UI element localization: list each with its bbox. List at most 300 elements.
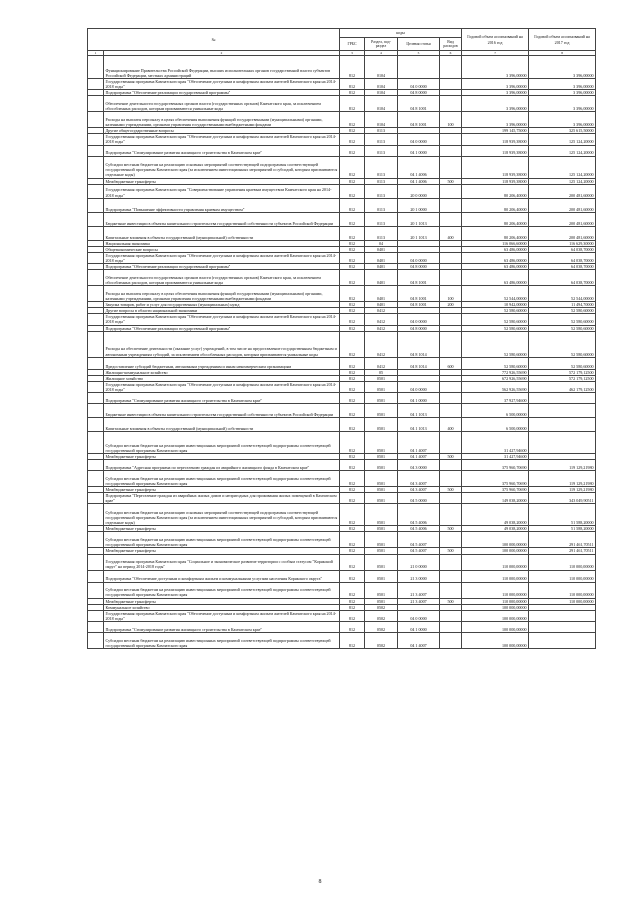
- row-grbs: 812: [340, 145, 365, 156]
- row-target: 04 1 4006: [398, 178, 440, 184]
- table-row: [88, 392, 596, 403]
- row-section: 0501: [365, 471, 398, 487]
- row-grbs: 812: [340, 493, 365, 504]
- row-grbs: 812: [340, 308, 365, 314]
- row-name: Государственная программа Камчатского края "Социальное и экономическое развитие территории с особым статусом "Корякский округ" на период 2014-2018 годы": [104, 554, 340, 570]
- row-type: 400: [440, 226, 462, 240]
- row-target: 04 0 0000: [398, 252, 440, 263]
- row-section: 0501: [365, 570, 398, 582]
- row-value-2016: 49 038,20000: [462, 526, 529, 532]
- row-name: Подпрограмма "Адресная программа по переселению граждан из аварийного жилищного фонда в Камчатском крае": [104, 460, 340, 471]
- row-name: Подпрограмма "Стимулирование развития жилищного строительства в Камчатском крае": [104, 392, 340, 403]
- table-row: [88, 570, 596, 582]
- row-section: 0401: [365, 286, 398, 302]
- row-target: 21 3 4007: [398, 582, 440, 598]
- row-grbs: 812: [340, 598, 365, 604]
- row-name: Межбюджетные трансферты: [104, 526, 340, 532]
- row-grbs: 812: [340, 184, 365, 198]
- row-name: Коммунальное хозяйство: [104, 604, 340, 610]
- row-type: [440, 570, 462, 582]
- row-name: Субсидии местным бюджетам на реализацию основных мероприятий соответствующей подпрограммы соответствующей государственной программы Камчатского края (за исключением инвестиционных мероприятий и субсидий, которым присваиваются отдельные коды): [104, 504, 340, 526]
- row-value-2016: 6 500,00000: [462, 417, 529, 431]
- row-value-2016: 80 206,40000: [462, 198, 529, 212]
- row-type: 200: [440, 302, 462, 308]
- row-section: 0501: [365, 487, 398, 493]
- row-number: [88, 134, 104, 145]
- table-row: [88, 582, 596, 598]
- row-type: [440, 381, 462, 392]
- row-grbs: 812: [340, 604, 365, 610]
- row-target: 20 1 1013: [398, 212, 440, 226]
- row-name: Капитальные вложения в объекты государственной (муниципальной) собственности: [104, 226, 340, 240]
- row-grbs: 812: [340, 621, 365, 632]
- row-grbs: 812: [340, 128, 365, 134]
- row-section: 0104: [365, 90, 398, 96]
- row-name: Субсидии местным бюджетам на реализацию инвестиционных мероприятий соответствующей подпрограммы соответствующей государственной программы Камчатского края: [104, 471, 340, 487]
- row-value-2017: 291 461,70511: [529, 548, 596, 554]
- row-value-2017: 52 580,60000: [529, 325, 596, 331]
- row-target: 04 5 4006: [398, 504, 440, 526]
- row-name: Межбюджетные трансферты: [104, 178, 340, 184]
- row-name: Государственная программа Камчатского края "Обеспечение доступным и комфортным жильем жителей Камчатского края на 2014-2018 годы": [104, 134, 340, 145]
- row-type: [440, 632, 462, 648]
- row-type: [440, 392, 462, 403]
- row-target: [398, 56, 440, 79]
- row-target: 04 8 0000: [398, 325, 440, 331]
- row-value-2016: 118 939,38000: [462, 145, 529, 156]
- row-name: Государственная программа Камчатского края "Обеспечение доступным и комфортным жильем жителей Камчатского края на 2014-2018 годы": [104, 610, 340, 621]
- row-value-2016: 375 960,70690: [462, 460, 529, 471]
- header-num: №: [88, 29, 340, 51]
- row-target: 21 0 0000: [398, 554, 440, 570]
- header-codes: коды: [340, 29, 462, 38]
- row-value-2017: 64 038,70000: [529, 264, 596, 270]
- row-value-2016: 110 000,00000: [462, 598, 529, 604]
- row-value-2017: 52 580,60000: [529, 308, 596, 314]
- row-grbs: 812: [340, 369, 365, 375]
- row-name: Подпрограмма "Повышение эффективности управления краевым имуществом": [104, 198, 340, 212]
- row-grbs: 812: [340, 79, 365, 90]
- row-name: Межбюджетные трансферты: [104, 487, 340, 493]
- header-grbs: ГРБС: [340, 38, 365, 51]
- row-grbs: 812: [340, 226, 365, 240]
- table-row: [88, 96, 596, 112]
- row-value-2016: 80 206,40000: [462, 184, 529, 198]
- row-section: 0501: [365, 453, 398, 459]
- table-row: [88, 226, 596, 240]
- row-value-2017: 64 038,70000: [529, 246, 596, 252]
- row-section: 0401: [365, 302, 398, 308]
- row-value-2017: 116 629,30000: [529, 240, 596, 246]
- row-name: Подпрограмма "Обеспечение реализации государственной программы": [104, 90, 340, 96]
- row-section: 0113: [365, 156, 398, 178]
- row-name: Обеспечение деятельности государственных органов власти (государственных органов) Камчатского края, за исключением обособленных расходов, которым присваиваются уникальные коды: [104, 96, 340, 112]
- row-type: [440, 314, 462, 325]
- row-value-2017: 64 038,70000: [529, 270, 596, 286]
- row-number: [88, 610, 104, 621]
- row-section: 0104: [365, 96, 398, 112]
- row-value-2016: 52 580,60000: [462, 331, 529, 357]
- row-section: 0501: [365, 493, 398, 504]
- row-number: [88, 212, 104, 226]
- row-value-2017: 125 124,20000: [529, 134, 596, 145]
- row-section: 0502: [365, 621, 398, 632]
- row-value-2017: 125 124,20000: [529, 145, 596, 156]
- row-value-2016: 375 960,70690: [462, 471, 529, 487]
- row-grbs: 812: [340, 198, 365, 212]
- row-value-2017: 64 038,70000: [529, 252, 596, 263]
- row-number: [88, 96, 104, 112]
- table-row: [88, 357, 596, 369]
- row-value-2016: 63 486,00000: [462, 246, 529, 252]
- table-row: [88, 493, 596, 504]
- row-target: 04 1 4006: [398, 156, 440, 178]
- row-name: Расходы на выплаты персоналу в целях обеспечения выполнения функций государственными (муниципальными) органами, казенными учреждениями, органами управления государственными внебюджетными фондами: [104, 112, 340, 128]
- table-body: [88, 56, 596, 649]
- row-target: 04 8 0000: [398, 264, 440, 270]
- row-target: 04 8 1001: [398, 112, 440, 128]
- row-name: Подпрограмма "Стимулирование развития жилищного строительства в Камчатском крае": [104, 145, 340, 156]
- row-name: Субсидии местным бюджетам на реализацию инвестиционных мероприятий соответствующей подпрограммы соответствующей государственной программы Камчатского края: [104, 582, 340, 598]
- row-section: 0502: [365, 604, 398, 610]
- row-type: 500: [440, 178, 462, 184]
- row-number: [88, 198, 104, 212]
- row-name: Жилищное хозяйство: [104, 375, 340, 381]
- row-grbs: 812: [340, 610, 365, 621]
- row-name: Подпрограмма "Обеспечение реализации государственной программы": [104, 325, 340, 331]
- row-target: 04 0 0000: [398, 610, 440, 621]
- table-row: [88, 403, 596, 417]
- row-number: [88, 145, 104, 156]
- row-type: 500: [440, 548, 462, 554]
- row-grbs: 812: [340, 331, 365, 357]
- row-name: Субсидии местным бюджетам на реализацию инвестиционных мероприятий соответствующей подпрограммы соответствующей государственной программы Камчатского края: [104, 431, 340, 453]
- row-name: Бюджетные инвестиции в объекты капитального строительства государственной собственности субъектов Российской Федерации: [104, 212, 340, 226]
- row-type: 500: [440, 453, 462, 459]
- row-section: 0501: [365, 582, 398, 598]
- row-value-2017: 110 000,00000: [529, 598, 596, 604]
- row-target: 04 0 0000: [398, 314, 440, 325]
- row-grbs: 812: [340, 134, 365, 145]
- row-grbs: 812: [340, 112, 365, 128]
- column-index: 5: [398, 51, 440, 56]
- row-value-2017: 110 000,00000: [529, 570, 596, 582]
- row-value-2017: [529, 621, 596, 632]
- row-grbs: 812: [340, 325, 365, 331]
- row-type: [440, 56, 462, 79]
- row-target: 04 8 1014: [398, 331, 440, 357]
- row-grbs: 812: [340, 240, 365, 246]
- row-value-2017: 119 129,21980: [529, 460, 596, 471]
- row-number: [88, 357, 104, 369]
- header-type: Вид расходов: [440, 38, 462, 51]
- row-section: 0501: [365, 554, 398, 570]
- row-value-2016: 110 000,00000: [462, 570, 529, 582]
- row-target: 04 5 4007: [398, 532, 440, 548]
- row-value-2016: 3 396,00000: [462, 96, 529, 112]
- row-value-2017: 52 580,60000: [529, 331, 596, 357]
- row-grbs: 812: [340, 570, 365, 582]
- row-section: 0502: [365, 610, 398, 621]
- row-type: [440, 96, 462, 112]
- table-row: [88, 252, 596, 263]
- row-number: [88, 621, 104, 632]
- row-value-2016: 49 038,20000: [462, 504, 529, 526]
- row-type: [440, 554, 462, 570]
- row-target: 04 0 0000: [398, 79, 440, 90]
- row-value-2016: 110 000,00000: [462, 554, 529, 570]
- row-value-2017: 125 124,20000: [529, 178, 596, 184]
- row-value-2016: 199 145,75000: [462, 128, 529, 134]
- row-section: 0412: [365, 357, 398, 369]
- row-type: [440, 198, 462, 212]
- row-target: 04 8 1001: [398, 270, 440, 286]
- row-section: 0501: [365, 526, 398, 532]
- row-value-2016: 80 206,40000: [462, 226, 529, 240]
- row-target: 04 3 4007: [398, 487, 440, 493]
- row-type: [440, 79, 462, 90]
- row-grbs: 812: [340, 526, 365, 532]
- row-value-2016: 52 580,60000: [462, 357, 529, 369]
- row-type: 500: [440, 487, 462, 493]
- table-row: [88, 417, 596, 431]
- row-value-2017: 200 481,60000: [529, 198, 596, 212]
- table-row: [88, 145, 596, 156]
- row-grbs: 812: [340, 460, 365, 471]
- row-type: [440, 331, 462, 357]
- table-row: [88, 112, 596, 128]
- row-number: [88, 493, 104, 504]
- row-type: [440, 582, 462, 598]
- table-row: [88, 286, 596, 302]
- row-name: Расходы на выплаты персоналу в целях обеспечения выполнения функций государственными (муниципальными) органами, казенными учреждениями, органами управления государственными внебюджетными фондами: [104, 286, 340, 302]
- table-row: [88, 331, 596, 357]
- row-name: Субсидии местным бюджетам на реализацию инвестиционных мероприятий соответствующей подпрограммы соответствующей государственной программы Камчатского края: [104, 532, 340, 548]
- row-value-2016: 100 000,00000: [462, 632, 529, 648]
- row-type: 500: [440, 526, 462, 532]
- row-target: 04 0 0000: [398, 381, 440, 392]
- row-number: [88, 79, 104, 90]
- row-grbs: 812: [340, 504, 365, 526]
- row-grbs: 812: [340, 56, 365, 79]
- row-type: [440, 156, 462, 178]
- row-value-2016: 118 939,38000: [462, 156, 529, 178]
- row-target: 04 0 0000: [398, 134, 440, 145]
- row-name: Закупка товаров, работ и услуг для государственных (муниципальных) нужд: [104, 302, 340, 308]
- row-grbs: 812: [340, 471, 365, 487]
- row-value-2016: 672 926,55690: [462, 375, 529, 381]
- row-grbs: 812: [340, 532, 365, 548]
- row-type: 100: [440, 112, 462, 128]
- row-value-2017: 52 580,60000: [529, 357, 596, 369]
- row-value-2017: 11 494,70000: [529, 302, 596, 308]
- table-row: [88, 314, 596, 325]
- row-value-2017: 572 179,12500: [529, 369, 596, 375]
- row-section: 0104: [365, 56, 398, 79]
- row-target: 20 1 0000: [398, 198, 440, 212]
- row-grbs: 812: [340, 252, 365, 263]
- row-value-2016: 118 939,38000: [462, 178, 529, 184]
- row-value-2017: 291 461,70511: [529, 532, 596, 548]
- row-target: 21 3 0000: [398, 570, 440, 582]
- row-value-2016: 10 942,00000: [462, 302, 529, 308]
- row-target: 04 1 4007: [398, 431, 440, 453]
- row-number: [88, 331, 104, 357]
- row-name: Государственная программа Камчатского края "Обеспечение доступным и комфортным жильем жителей Камчатского края на 2014-2018 годы": [104, 252, 340, 263]
- header-target: Целевая статья: [398, 38, 440, 51]
- table-row: [88, 198, 596, 212]
- row-value-2016: 80 206,40000: [462, 212, 529, 226]
- row-type: [440, 212, 462, 226]
- row-section: 0501: [365, 392, 398, 403]
- row-grbs: 812: [340, 392, 365, 403]
- row-target: 04 1 1013: [398, 417, 440, 431]
- row-number: [88, 392, 104, 403]
- row-value-2016: 3 396,00000: [462, 79, 529, 90]
- table-row: [88, 610, 596, 621]
- row-name: Жилищно-коммунальное хозяйство: [104, 369, 340, 375]
- row-value-2016: 52 580,60000: [462, 308, 529, 314]
- row-value-2016: 562 926,55690: [462, 381, 529, 392]
- row-grbs: 812: [340, 417, 365, 431]
- row-grbs: 812: [340, 156, 365, 178]
- row-grbs: 812: [340, 548, 365, 554]
- row-value-2017: 325 615,50000: [529, 128, 596, 134]
- table-row: [88, 621, 596, 632]
- row-section: 0501: [365, 403, 398, 417]
- row-value-2016: 52 580,60000: [462, 314, 529, 325]
- row-section: 0502: [365, 632, 398, 648]
- row-grbs: 812: [340, 403, 365, 417]
- row-section: 0401: [365, 246, 398, 252]
- row-target: 04 8 1001: [398, 96, 440, 112]
- row-name: Государственная программа Камчатского края "Обеспечение доступным и комфортным жильем жителей Камчатского края на 2014-2018 годы": [104, 79, 340, 90]
- row-grbs: 812: [340, 264, 365, 270]
- table-row: [88, 632, 596, 648]
- row-grbs: 812: [340, 357, 365, 369]
- table-row: [88, 270, 596, 286]
- row-value-2017: 125 124,20000: [529, 156, 596, 178]
- row-type: [440, 532, 462, 548]
- row-value-2017: 51 588,20000: [529, 526, 596, 532]
- row-type: 400: [440, 417, 462, 431]
- row-value-2017: 3 396,00000: [529, 96, 596, 112]
- row-name: Межбюджетные трансферты: [104, 453, 340, 459]
- row-value-2017: [529, 632, 596, 648]
- row-number: [88, 632, 104, 648]
- row-target: 04 1 0000: [398, 621, 440, 632]
- row-grbs: 812: [340, 314, 365, 325]
- row-value-2017: 52 580,60000: [529, 314, 596, 325]
- row-grbs: 812: [340, 178, 365, 184]
- row-name: Подпрограмма "Обеспечение доступным и комфортным жильем и коммунальными услугами населения Корякского округа": [104, 570, 340, 582]
- row-value-2016: 375 960,70690: [462, 487, 529, 493]
- column-index: 2: [104, 51, 340, 56]
- row-name: Бюджетные инвестиции в объекты капитального строительства государственной собственности субъектов Российской Федерации: [104, 403, 340, 417]
- row-section: 0412: [365, 331, 398, 357]
- row-value-2016: 63 486,00000: [462, 264, 529, 270]
- row-target: 04 8 1001: [398, 302, 440, 308]
- row-name: Расходы на обеспечение деятельности (оказание услуг) учреждений, в том числе на предоставление государственным бюджетным и автономным учреждениям субсидий, за исключением обособленных расходов, которым присваиваются уникальные коды: [104, 331, 340, 357]
- row-value-2016: 100 000,00000: [462, 532, 529, 548]
- row-value-2016: 52 544,00000: [462, 286, 529, 302]
- row-value-2016: 37 927,94600: [462, 392, 529, 403]
- row-section: 0104: [365, 79, 398, 90]
- page-number: 8: [318, 879, 322, 885]
- row-number: [88, 381, 104, 392]
- row-number: [88, 156, 104, 178]
- row-number: [88, 504, 104, 526]
- row-type: [440, 460, 462, 471]
- row-name: Субсидии местным бюджетам на реализацию основных мероприятий соответствующей подпрограммы соответствующей государственной программы Камчатского края (за исключением инвестиционных мероприятий и субсидий, которым присваиваются отдельные коды): [104, 156, 340, 178]
- row-value-2016: 100 000,00000: [462, 621, 529, 632]
- row-value-2017: 110 000,00000: [529, 582, 596, 598]
- row-number: [88, 314, 104, 325]
- row-target: 04 1 4007: [398, 453, 440, 459]
- row-number: [88, 252, 104, 263]
- row-grbs: 812: [340, 487, 365, 493]
- row-section: 0401: [365, 252, 398, 263]
- row-grbs: 812: [340, 453, 365, 459]
- row-value-2016: 110 000,00000: [462, 582, 529, 598]
- row-section: 0401: [365, 270, 398, 286]
- row-section: 0113: [365, 178, 398, 184]
- row-name: Капитальные вложения в объекты государственной (муниципальной) собственности: [104, 417, 340, 431]
- column-index: 1: [88, 51, 104, 56]
- row-name: Межбюджетные трансферты: [104, 548, 340, 554]
- row-section: 0113: [365, 226, 398, 240]
- row-value-2016: 149 038,20000: [462, 493, 529, 504]
- row-value-2016: 100 000,00000: [462, 610, 529, 621]
- row-number: [88, 403, 104, 417]
- row-number: [88, 184, 104, 198]
- row-number: [88, 582, 104, 598]
- row-grbs: 812: [340, 96, 365, 112]
- row-section: 0113: [365, 212, 398, 226]
- row-value-2016: 100 000,00000: [462, 548, 529, 554]
- row-target: 04 3 0000: [398, 460, 440, 471]
- row-section: 0412: [365, 325, 398, 331]
- row-value-2016: 3 396,00000: [462, 90, 529, 96]
- row-grbs: 812: [340, 246, 365, 252]
- row-section: 0412: [365, 314, 398, 325]
- table-row: [88, 471, 596, 487]
- row-type: [440, 145, 462, 156]
- row-type: [440, 493, 462, 504]
- row-name: Межбюджетные трансферты: [104, 598, 340, 604]
- row-value-2017: 51 588,20000: [529, 504, 596, 526]
- row-grbs: 812: [340, 582, 365, 598]
- row-value-2016: 3 396,00000: [462, 112, 529, 128]
- row-value-2017: [529, 392, 596, 403]
- table-row: [88, 156, 596, 178]
- row-value-2017: 119 129,21980: [529, 471, 596, 487]
- row-section: 0501: [365, 598, 398, 604]
- row-grbs: 812: [340, 90, 365, 96]
- row-value-2017: 3 396,00000: [529, 79, 596, 90]
- row-section: 0113: [365, 145, 398, 156]
- row-type: [440, 252, 462, 263]
- row-type: [440, 134, 462, 145]
- row-number: [88, 270, 104, 286]
- column-index: 8: [529, 51, 596, 56]
- row-number: [88, 570, 104, 582]
- row-name: Предоставление субсидий бюджетным, автономным учреждениям и иным некоммерческим организациям: [104, 357, 340, 369]
- row-target: 04 3 4007: [398, 471, 440, 487]
- row-type: [440, 270, 462, 286]
- row-value-2017: 200 481,60000: [529, 226, 596, 240]
- row-section: 0501: [365, 375, 398, 381]
